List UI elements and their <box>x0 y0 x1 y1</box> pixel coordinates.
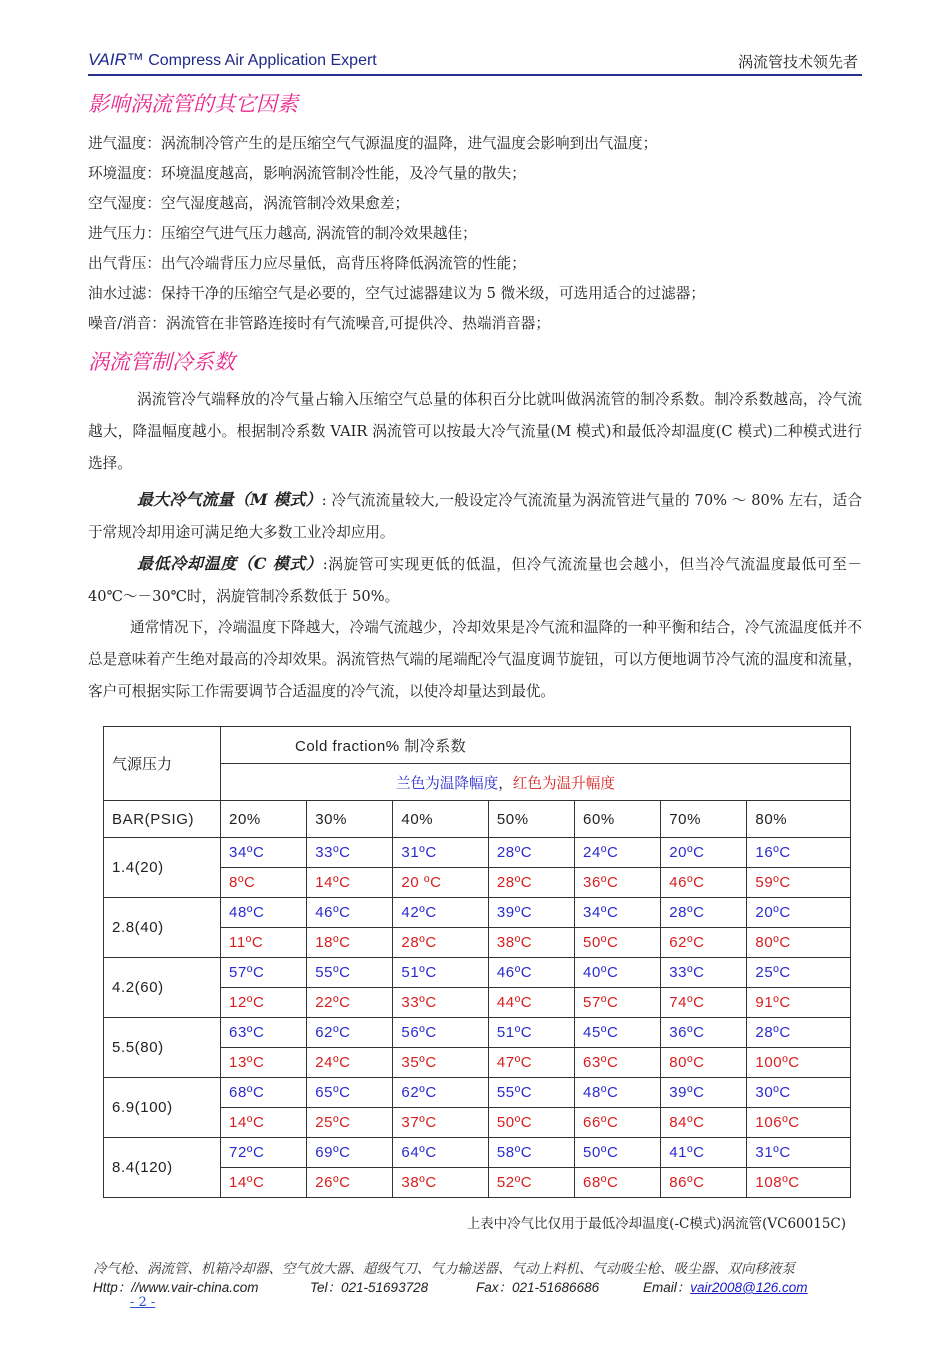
temp-rise-cell: 25ºC <box>307 1108 393 1138</box>
general-paragraph: 通常情况下，冷端温度下降越大，冷端气流越少，冷却效果是冷气流和温降的一种平衡和结合，冷气流温度低并不总是意味着产生绝对最高的冷却效果。涡流管热气端的尾端配冷气温度调节旋钮，可以方便地调节冷气流的温度和流量，客户可根据实际工作需要调节合适温度的冷气流，以使冷却量达到最优。 <box>88 619 862 700</box>
column-header: 80% <box>747 801 851 838</box>
footer-email-link[interactable]: vair2008@126.com <box>690 1280 808 1295</box>
temp-drop-cell: 45ºC <box>575 1018 661 1048</box>
temp-drop-cell: 28ºC <box>488 838 574 868</box>
table-row <box>104 898 851 928</box>
temp-rise-cell: 14ºC <box>221 1108 307 1138</box>
m-mode-label: 最大冷气流量（M 模式） <box>137 490 322 509</box>
header-slogan: 涡流管技术领先者 <box>737 53 858 71</box>
temp-drop-cell: 33ºC <box>307 838 393 868</box>
temp-rise-cell: 59ºC <box>747 868 851 898</box>
factor-line: 进气温度：涡流制冷管产生的是压缩空气气源温度的温降，进气温度会影响到出气温度； <box>88 135 658 152</box>
color-legend <box>221 764 851 801</box>
pressure-cell: 2.8(40) <box>104 898 221 958</box>
temp-drop-cell: 28ºC <box>661 898 747 928</box>
temp-rise-cell: 33ºC <box>393 988 488 1018</box>
page-header <box>88 48 862 76</box>
column-header-row <box>104 801 851 838</box>
temp-rise-cell: 22ºC <box>307 988 393 1018</box>
unit-header: BAR(PSIG) <box>104 801 221 838</box>
temp-drop-cell: 46ºC <box>307 898 393 928</box>
temp-drop-cell: 24ºC <box>575 838 661 868</box>
temp-drop-cell: 69ºC <box>307 1138 393 1168</box>
table-row <box>104 1138 851 1168</box>
temp-drop-cell: 63ºC <box>221 1018 307 1048</box>
column-header: 20% <box>221 801 307 838</box>
temp-drop-cell: 48ºC <box>575 1078 661 1108</box>
temp-rise-cell: 80ºC <box>747 928 851 958</box>
temp-drop-cell: 41ºC <box>661 1138 747 1168</box>
page-number: - 2 - <box>130 1295 156 1310</box>
factor-line: 进气压力：压缩空气进气压力越高, 涡流管的制冷效果越佳； <box>88 225 477 242</box>
temp-drop-cell: 20ºC <box>661 838 747 868</box>
column-header: 60% <box>575 801 661 838</box>
footer-fax: Fax：021-51686686 <box>476 1280 600 1295</box>
temp-drop-cell: 62ºC <box>393 1078 488 1108</box>
temp-rise-cell: 12ºC <box>221 988 307 1018</box>
temp-drop-cell: 16ºC <box>747 838 851 868</box>
temp-rise-cell: 46ºC <box>661 868 747 898</box>
pressure-cell: 1.4(20) <box>104 838 221 898</box>
temp-drop-cell: 36ºC <box>661 1018 747 1048</box>
pressure-cell: 4.2(60) <box>104 958 221 1018</box>
temp-drop-cell: 20ºC <box>747 898 851 928</box>
pressure-cell: 5.5(80) <box>104 1018 221 1078</box>
temp-drop-cell: 72ºC <box>221 1138 307 1168</box>
c-mode-text: :涡旋管可实现更低的低温，但冷气流流量也会越小，但当冷气流温度最低可至－40℃～－30℃时，涡旋管制冷系数低于 50%。 <box>88 556 862 605</box>
section-title-factors: 影响涡流管的其它因素 <box>88 92 298 116</box>
temp-rise-cell: 36ºC <box>575 868 661 898</box>
temp-drop-cell: 48ºC <box>221 898 307 928</box>
temp-rise-cell: 28ºC <box>393 928 488 958</box>
table-header-row <box>104 727 851 764</box>
column-header: 70% <box>661 801 747 838</box>
temp-rise-cell: 50ºC <box>575 928 661 958</box>
temp-rise-cell: 44ºC <box>488 988 574 1018</box>
footer-email <box>643 1276 808 1296</box>
temp-drop-cell: 57ºC <box>221 958 307 988</box>
temp-rise-cell: 100ºC <box>747 1048 851 1078</box>
temp-rise-cell: 66ºC <box>575 1108 661 1138</box>
temp-rise-cell: 11ºC <box>221 928 307 958</box>
temp-rise-cell: 14ºC <box>307 868 393 898</box>
temp-rise-cell: 18ºC <box>307 928 393 958</box>
temp-rise-cell: 68ºC <box>575 1168 661 1198</box>
brand-mark: VAIR™ <box>88 50 144 69</box>
temp-drop-cell: 64ºC <box>393 1138 488 1168</box>
intro-paragraph: 涡流管冷气端释放的冷气量占输入压缩空气总量的体积百分比就叫做涡流管的制冷系数。制冷系数越高，冷气流越大，降温幅度越小。根据制冷系数 VAIR 涡流管可以按最大冷气流量(M 模式)和最低冷却温度(C 模式)二种模式进行选择。 <box>88 391 862 472</box>
temp-drop-cell: 62ºC <box>307 1018 393 1048</box>
temp-rise-cell: 57ºC <box>575 988 661 1018</box>
pressure-cell: 6.9(100) <box>104 1078 221 1138</box>
temp-rise-cell: 37ºC <box>393 1108 488 1138</box>
footer-website[interactable]: Http：//www.vair-china.com <box>93 1280 259 1295</box>
temp-rise-cell: 13ºC <box>221 1048 307 1078</box>
legend-sep: ， <box>498 774 513 792</box>
brand-logo <box>88 50 377 70</box>
temp-rise-cell: 106ºC <box>747 1108 851 1138</box>
temp-rise-cell: 84ºC <box>661 1108 747 1138</box>
temp-drop-cell: 55ºC <box>307 958 393 988</box>
temp-rise-cell: 20 ºC <box>393 868 488 898</box>
factor-line: 油水过滤：保持干净的压缩空气是必要的，空气过滤器建议为 5 微米级，可选用适合的过滤器； <box>88 285 705 302</box>
temp-rise-cell: 91ºC <box>747 988 851 1018</box>
temp-rise-cell: 24ºC <box>307 1048 393 1078</box>
temp-drop-cell: 39ºC <box>488 898 574 928</box>
temp-drop-cell: 28ºC <box>747 1018 851 1048</box>
source-pressure-header: 气源压力 <box>104 727 221 801</box>
temp-drop-cell: 34ºC <box>221 838 307 868</box>
temp-rise-cell: 28ºC <box>488 868 574 898</box>
temp-drop-cell: 40ºC <box>575 958 661 988</box>
temp-drop-cell: 33ºC <box>661 958 747 988</box>
factor-line: 噪音/消音：涡流管在非管路连接时有气流噪音,可提供冷、热端消音器； <box>88 315 550 332</box>
c-mode-paragraph <box>88 548 862 613</box>
column-header: 50% <box>488 801 574 838</box>
table-row <box>104 838 851 868</box>
factor-line: 环境温度：环境温度越高，影响涡流管制冷性能，及冷气量的散失； <box>88 165 526 182</box>
temp-drop-cell: 65ºC <box>307 1078 393 1108</box>
temp-rise-cell: 38ºC <box>393 1168 488 1198</box>
column-header: 40% <box>393 801 488 838</box>
temp-drop-cell: 46ºC <box>488 958 574 988</box>
temp-drop-cell: 58ºC <box>488 1138 574 1168</box>
footer-tel: Tel：021-51693728 <box>310 1280 429 1295</box>
temp-drop-cell: 31ºC <box>393 838 488 868</box>
table-row <box>104 1078 851 1108</box>
temp-rise-cell: 38ºC <box>488 928 574 958</box>
legend-red: 红色为温升幅度 <box>512 774 615 792</box>
table-body <box>104 838 851 1198</box>
temp-rise-cell: 74ºC <box>661 988 747 1018</box>
temp-drop-cell: 31ºC <box>747 1138 851 1168</box>
temp-rise-cell: 47ºC <box>488 1048 574 1078</box>
temp-rise-cell: 52ºC <box>488 1168 574 1198</box>
cold-fraction-table <box>103 726 851 1198</box>
m-mode-text: : 冷气流流量较大,一般设定冷气流流量为涡流管进气量的 70% ～ 80% 左右，适合于常规冷却用途可满足绝大多数工业冷却应用。 <box>88 492 862 541</box>
temp-drop-cell: 34ºC <box>575 898 661 928</box>
temp-drop-cell: 56ºC <box>393 1018 488 1048</box>
temp-drop-cell: 51ºC <box>393 958 488 988</box>
temp-rise-cell: 35ºC <box>393 1048 488 1078</box>
footer-email-label: Email： <box>643 1280 691 1295</box>
temp-drop-cell: 42ºC <box>393 898 488 928</box>
temp-rise-cell: 80ºC <box>661 1048 747 1078</box>
temp-rise-cell: 50ºC <box>488 1108 574 1138</box>
m-mode-paragraph <box>88 484 862 549</box>
legend-blue: 兰色为温降幅度 <box>396 774 499 792</box>
temp-drop-cell: 39ºC <box>661 1078 747 1108</box>
section-title-cold-fraction: 涡流管制冷系数 <box>88 350 235 374</box>
temp-rise-cell: 86ºC <box>661 1168 747 1198</box>
temp-rise-cell: 8ºC <box>221 868 307 898</box>
table-row <box>104 958 851 988</box>
temp-drop-cell: 51ºC <box>488 1018 574 1048</box>
temp-drop-cell: 55ºC <box>488 1078 574 1108</box>
temp-rise-cell: 26ºC <box>307 1168 393 1198</box>
temp-rise-cell: 108ºC <box>747 1168 851 1198</box>
temp-rise-cell: 63ºC <box>575 1048 661 1078</box>
table-row <box>104 1018 851 1048</box>
factor-line: 出气背压：出气冷端背压力应尽量低，高背压将降低涡流管的性能； <box>88 255 526 272</box>
c-mode-label: 最低冷却温度（C 模式） <box>137 554 323 573</box>
table-note: 上表中冷气比仅用于最低冷却温度(-C模式)涡流管(VC60015C) <box>466 1216 846 1232</box>
footer-products: 冷气枪、涡流管、机箱冷却器、空气放大器、超级气刀、气力输送器、气动上料机、气动吸尘枪、吸尘器、双向移液泵 <box>93 1261 795 1277</box>
temp-rise-cell: 62ºC <box>661 928 747 958</box>
factor-line: 空气湿度：空气湿度越高，涡流管制冷效果愈差； <box>88 195 410 212</box>
brand-tagline: Compress Air Application Expert <box>148 52 377 69</box>
temp-drop-cell: 30ºC <box>747 1078 851 1108</box>
column-header: 30% <box>307 801 393 838</box>
pressure-cell: 8.4(120) <box>104 1138 221 1198</box>
cold-fraction-title: Cold fraction% 制冷系数 <box>221 727 851 764</box>
temp-rise-cell: 14ºC <box>221 1168 307 1198</box>
temp-drop-cell: 50ºC <box>575 1138 661 1168</box>
temp-drop-cell: 25ºC <box>747 958 851 988</box>
temp-drop-cell: 68ºC <box>221 1078 307 1108</box>
